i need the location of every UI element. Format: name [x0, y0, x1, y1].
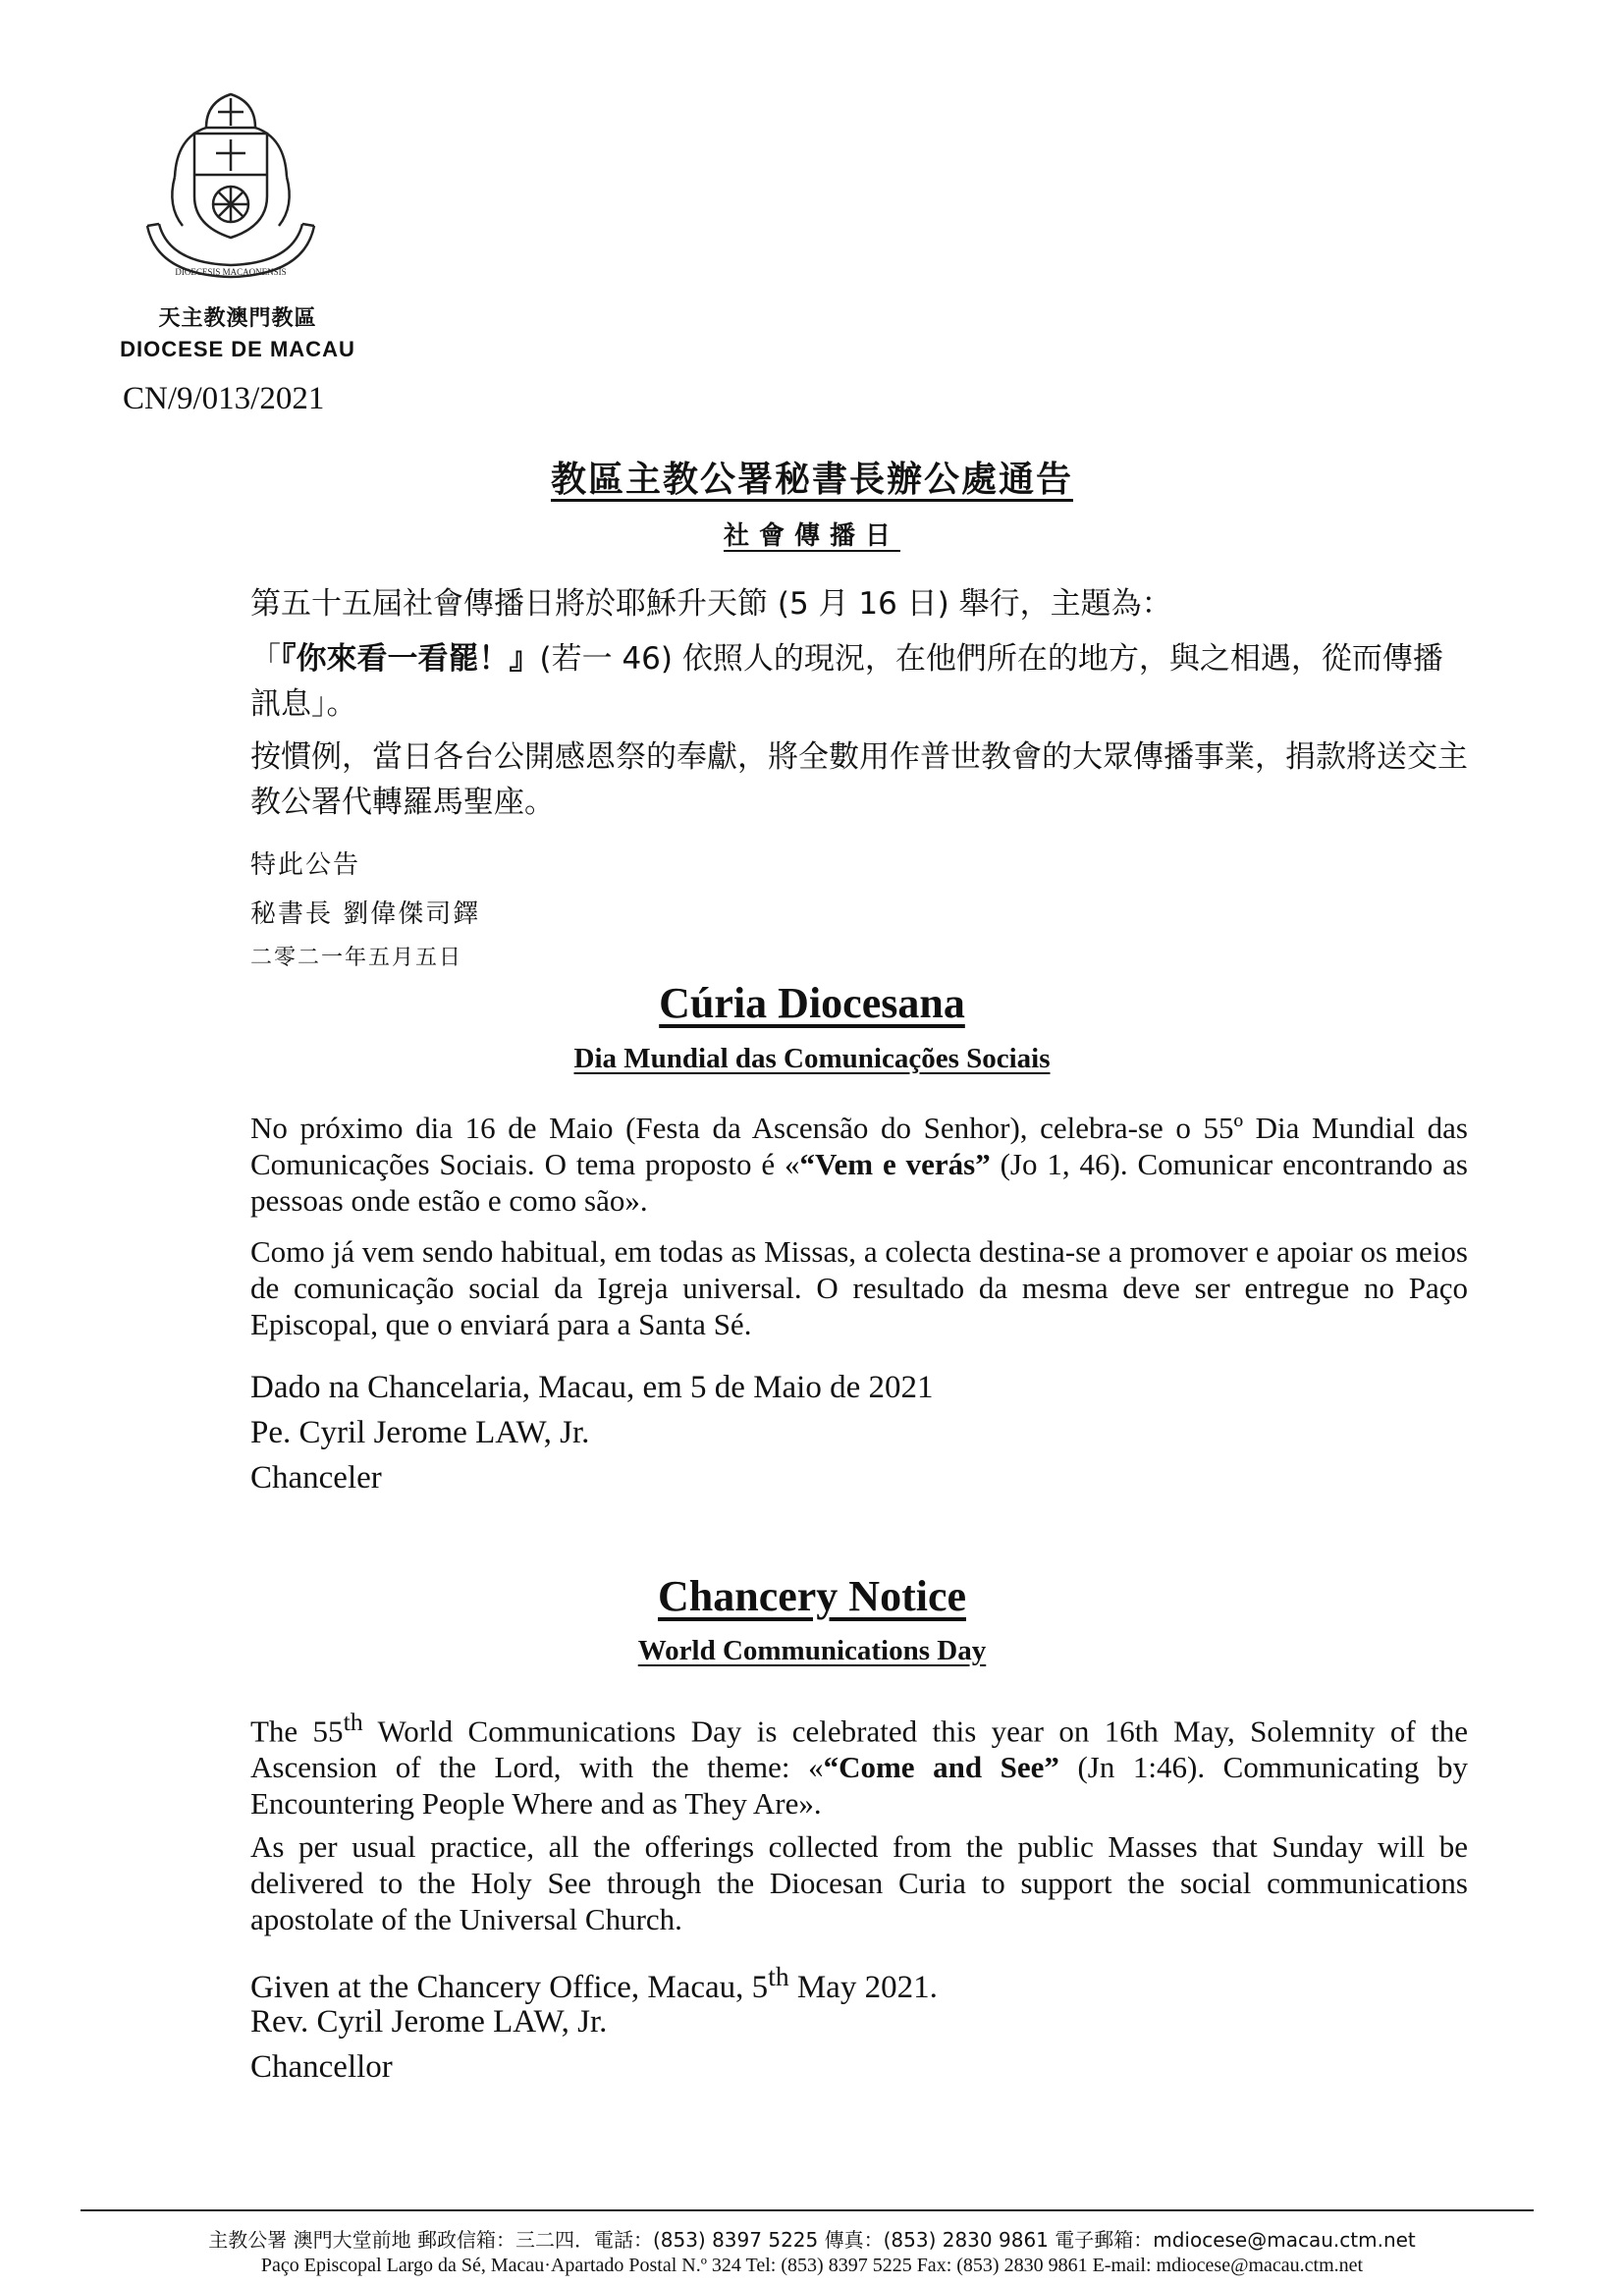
portuguese-paragraph-1: [250, 1110, 1468, 1219]
english-p1-ordinal: th: [343, 1708, 363, 1736]
chinese-paragraph-2-rest: (若一 46) 依照人的現況，在他們所在的地方，與之相遇，從而傳播訊息」。: [250, 641, 1443, 722]
portuguese-signer: Pe. Cyril Jerome LAW, Jr.: [250, 1415, 590, 1450]
english-paragraph-2: As per usual practice, all the offerings collected from the public Masses that Sunday will be delivered to the Holy See through the Diocesan Curia to support the social communications apostolate of the Universal Church.: [250, 1829, 1468, 1936]
english-p1-text-a: The 55: [250, 1714, 344, 1749]
portuguese-p1-text-b: (Jo 1, 46). Comunicar encontrando as pessoas onde estão e como são».: [250, 1147, 1468, 1218]
english-title: Chancery Notice: [657, 1572, 966, 1620]
footer-divider: [81, 2209, 1534, 2211]
diocese-name-chinese: 天主教澳門教區: [158, 306, 317, 331]
english-given-text-b: May 2021.: [788, 1970, 938, 2005]
portuguese-p1-text-a: No próximo dia 16 de Maio (Festa da Ascensão do Senhor), celebra-se o 55º Dia Mundial das Comunicações Sociais. O tema proposto é «: [250, 1111, 1468, 1181]
chinese-paragraph-3: 按慣例，當日各台公開感恩祭的奉獻，將全數用作普世教會的大眾傳播事業，捐款將送交主教公署代轉羅馬聖座。: [250, 739, 1468, 820]
chinese-paragraph-2: [250, 636, 1468, 727]
chinese-paragraph-1: 第五十五屆社會傳播日將於耶穌升天節 (5 月 16 日) 舉行，主題為：: [250, 586, 1172, 622]
chinese-quote-open: 「: [250, 641, 281, 677]
english-given-text-a: Given at the Chancery Office, Macau, 5: [250, 1970, 769, 2005]
english-subtitle: World Communications Day: [637, 1635, 987, 1666]
english-p1-text-b: World Communications Day is celebrated this year on 16th May, Solemnity of the Ascension of the Lord, with the theme: «: [250, 1714, 1468, 1785]
english-theme: “Come and See”: [823, 1750, 1059, 1785]
diocese-crest-icon: [137, 88, 324, 285]
english-p1-text-c: (Jn 1:46). Communicating by Encountering People Where and as They Are».: [250, 1750, 1468, 1822]
english-signer: Rev. Cyril Jerome LAW, Jr.: [250, 2004, 608, 2040]
chinese-notice-closing: 特此公告: [250, 850, 361, 880]
portuguese-paragraph-2: Como já vem sendo habitual, em todas as Missas, a colecta destina-se a promover e apoiar os meios de comunicação social da Igreja universal. O resultado da mesma deve ser entregue no Paço Episcopal, que o enviará para a Santa Sé.: [250, 1234, 1468, 1341]
svg-text:DIOECESIS MACAONENSIS: DIOECESIS MACAONENSIS: [175, 267, 287, 277]
footer-address-chinese: 主教公署 澳門大堂前地 郵政信箱：三二四．電話：(853) 8397 5225 傳真：(853) 2830 9861 電子郵箱：mdiocese@macau.ctm.net: [208, 2228, 1416, 2252]
chinese-signer: 秘書長 劉偉傑司鐸: [250, 899, 481, 929]
portuguese-subtitle: Dia Mundial das Comunicações Sociais: [573, 1043, 1051, 1074]
english-paragraph-1: [250, 1704, 1468, 1822]
diocese-name-portuguese: DIOCESE DE MACAU: [120, 337, 355, 361]
chinese-notice-subtitle: 社會傳播日: [723, 521, 900, 551]
chinese-date: 二零二一年五月五日: [250, 946, 463, 970]
english-signer-role: Chancellor: [250, 2049, 393, 2085]
footer-address-portuguese: Paço Episcopal Largo da Sé, Macau·Apartado Postal N.º 324 Tel: (853) 8397 5225 Fax: (853) 2830 9861 E-mail: mdiocese@macau.ctm.net: [260, 2255, 1364, 2276]
english-given-ordinal: th: [768, 1961, 789, 1991]
portuguese-title: Cúria Diocesana: [659, 979, 965, 1027]
portuguese-given-line: Dado na Chancelaria, Macau, em 5 de Maio de 2021: [250, 1370, 934, 1405]
portuguese-theme: “Vem e verás”: [799, 1147, 991, 1181]
chinese-theme: 『你來看一看罷！』: [281, 641, 540, 677]
portuguese-signer-role: Chanceler: [250, 1460, 382, 1496]
reference-number: CN/9/013/2021: [123, 381, 325, 416]
chinese-notice-title: 教區主教公署秘書長辦公處通告: [550, 459, 1073, 500]
